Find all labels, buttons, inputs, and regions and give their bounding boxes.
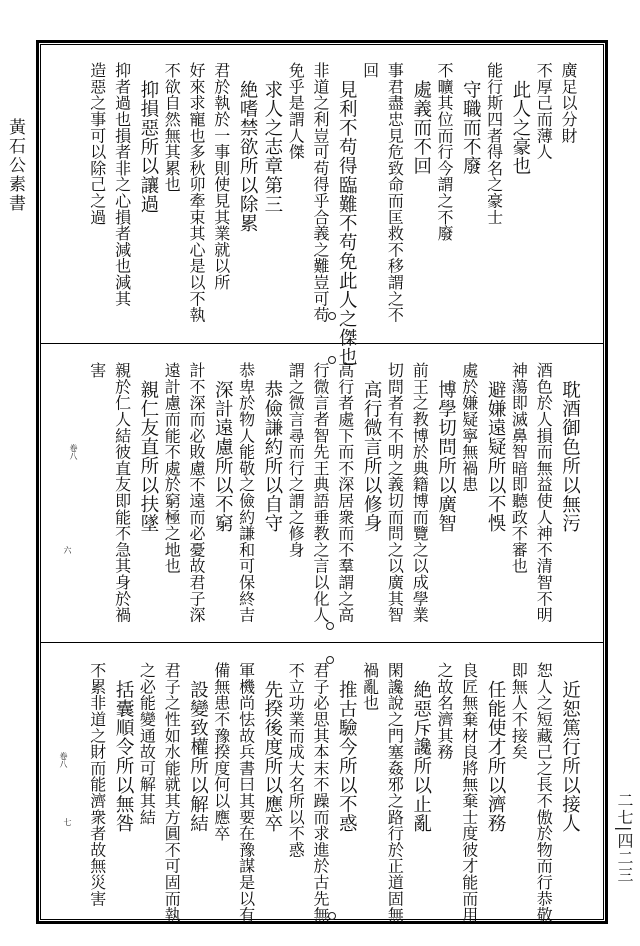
panel-divider-upper — [40, 343, 604, 344]
text-column: 不厚己而薄人 — [534, 62, 554, 160]
text-column: 抑者過也損者非之心損者減也減其 — [112, 62, 132, 307]
page-mark: 卷八 — [59, 752, 68, 768]
text-column: 親仁友直所以扶墜 — [137, 380, 159, 533]
text-column: 高行者處下而不深居衆而不羣謂之高 — [335, 362, 355, 623]
text-column: 推古驗今所以不惑 — [336, 680, 358, 833]
text-column: 耽酒御色所以無污 — [559, 380, 581, 533]
text-column: 不欲自然無其累也 — [162, 62, 182, 193]
text-column: 造惡之事可以除己之過 — [87, 62, 107, 225]
text-column: 廣足以分財 — [559, 62, 578, 144]
text-column: 君於執於一事則使見其業就以所 — [211, 62, 231, 291]
text-column: 不立功業而成大名所以不惑 — [286, 662, 306, 858]
text-column: 避嫌遠疑所以不悞 — [485, 380, 507, 533]
text-column: 事君盡忠見危致命而匡救不移謂之不 — [385, 62, 405, 323]
text-column: 計不深而必敗慮不遠而必憂故君子深 — [187, 362, 206, 623]
text-column: 不曠其位而行今謂之不廢 — [435, 62, 454, 242]
text-column: 謂之微言尋而行之謂之修身 — [286, 362, 306, 558]
side-label-page-number: 二七|四二三 — [615, 792, 634, 884]
text-column: 閑讒說之門塞姦邪之路行於正道固無 — [385, 662, 405, 923]
page-mark: 七 — [63, 818, 72, 826]
text-column: 任能使才所以濟務 — [485, 680, 507, 833]
text-column: 博學切問所以廣智 — [435, 380, 457, 533]
text-column: 深計遠慮所以不窮 — [212, 380, 234, 533]
text-column: 君子必思其本末不躁而求進於古先無 — [311, 662, 330, 923]
text-column: 之故名濟其務 — [435, 662, 454, 760]
text-column: 能行斯四者得名之豪士 — [484, 62, 504, 225]
text-column: 良匠無棄材良將無棄士度彼才能而用 — [459, 662, 479, 923]
text-column: 非道之利豈可苟得乎合義之難豈可苟 — [311, 62, 330, 323]
text-column: 近恕篤行所以接人 — [559, 680, 581, 833]
text-column: 回 — [360, 62, 380, 79]
text-column: 此人之豪也 — [509, 80, 531, 176]
text-column: 守職而不廢 — [460, 80, 482, 176]
panel-divider-lower — [40, 642, 604, 643]
text-column: 見利不苟得臨難不苟免此人之傑也 — [336, 80, 358, 367]
text-column: 遠計慮而能不處於窮極之地也 — [162, 362, 182, 574]
side-label-title: 黃石公素書 — [5, 118, 25, 213]
text-column: 親於仁人結彼直友即能不急其身於禍 — [112, 362, 132, 623]
text-column: 備無患不豫揆度何以應卒 — [211, 662, 231, 842]
text-column: 恭卑於物人能敬之儉約謙和可保終吉 — [236, 362, 256, 623]
text-column: 切問者有不明之義切而問之以廣其智 — [385, 362, 405, 623]
text-column: 好來求寵也多秋卯牽束其心是以不執 — [187, 62, 206, 323]
text-column: 君子之性如水能就其方圓不可固而執 — [162, 662, 182, 923]
text-column: 害 — [87, 362, 107, 379]
circle-mark — [328, 912, 336, 920]
text-column: 之必能變通故可解其結 — [137, 662, 157, 825]
circle-mark — [328, 312, 336, 320]
text-column: 神蕩即滅鼻智暗即聽政不審也 — [509, 362, 529, 574]
circle-mark — [326, 622, 334, 630]
text-column: 括囊順令所以無咎 — [113, 680, 135, 833]
text-column: 高行微言所以修身 — [361, 380, 383, 533]
text-column: 免乎是謂人傑 — [286, 62, 306, 160]
text-column: 先揆後度所以應卒 — [261, 680, 283, 833]
text-column: 抑損惡所以讓過 — [137, 80, 159, 214]
text-column: 處於嫌疑寧無禍患 — [459, 362, 479, 493]
text-column: 設變致權所以解結 — [187, 680, 209, 833]
page-mark: 卷八 — [69, 444, 78, 460]
text-column: 禍亂也 — [360, 662, 380, 711]
text-column: 行微言者智先王典語垂教之言以化人 — [311, 362, 330, 623]
text-column: 酒色於人損而無益使人神不清智不明 — [534, 362, 554, 623]
text-column: 求人之志章第三 — [261, 80, 283, 214]
text-column: 即無人不接矣 — [509, 662, 529, 760]
circle-mark — [326, 656, 334, 664]
text-column: 恭儉謙約所以自守 — [261, 380, 283, 533]
text-column: 前王之教博於典籍博而覽之以成學業 — [410, 362, 430, 623]
text-column: 處義而不回 — [410, 80, 432, 176]
text-column: 絶惡斥讒所以止亂 — [410, 680, 432, 833]
text-column: 軍機尚怯故兵書曰其要在豫謀是以有 — [236, 662, 256, 923]
page-mark: 六 — [63, 546, 72, 554]
circle-mark — [328, 356, 336, 364]
text-column: 恕人之短藏己之長不傲於物而行恭敬 — [534, 662, 554, 923]
text-column: 不累非道之財而能濟衆者故無災害 — [87, 662, 107, 907]
text-column: 絶嗜禁欲所以除累 — [237, 80, 259, 233]
